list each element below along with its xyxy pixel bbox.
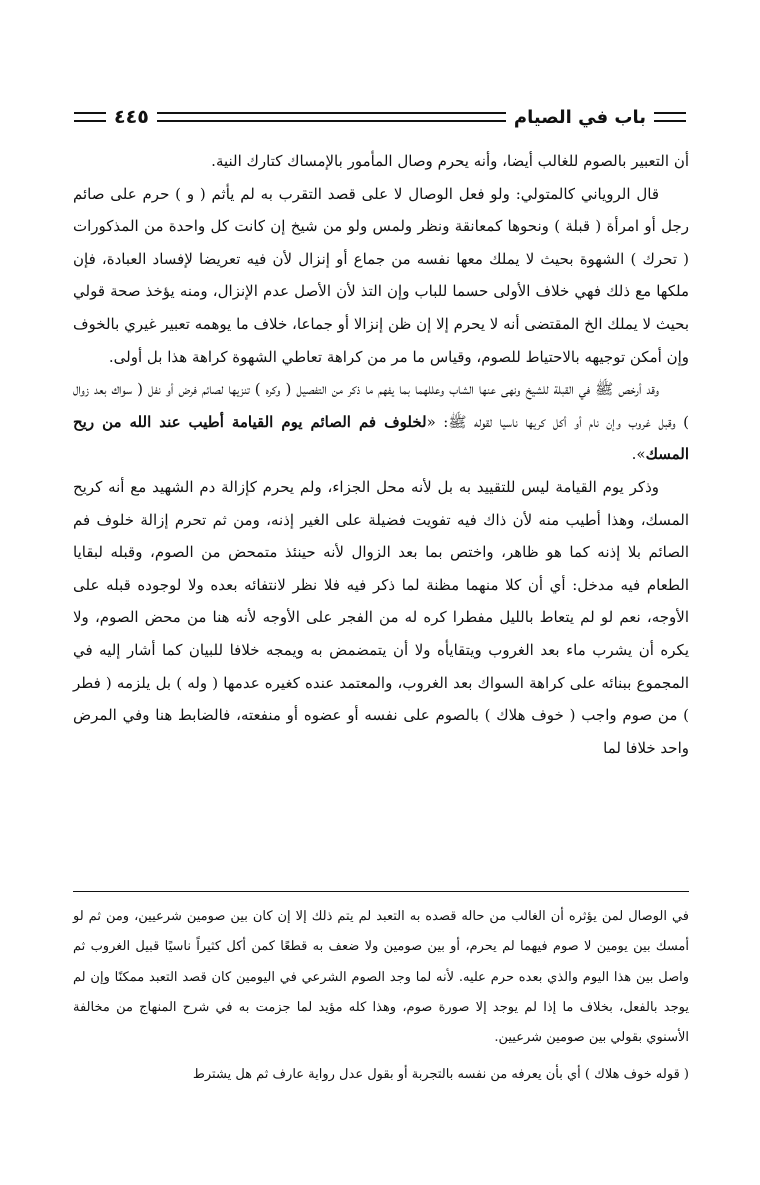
footnote: ( قوله خوف هلاك ) أي بأن يعرفه من نفسه بالتجربة أو بقول عدل رواية عارف ثم هل يشترط	[192, 1067, 689, 1083]
footnote-separator	[73, 891, 689, 892]
paragraph: وذكر يوم القيامة ليس للتقييد به بل لأنه محل الجزاء، ولم يحرم كإزالة دم الشهيد مع أنه كريح المسك، وهذا أطيب منه لأن ذاك فيه تفويت فضيلة على الغير إذنه، ومن ثم تحرم إزالة خلوف فم الصائم بلا إذنه كما هو ظاهر، واختص بما بعد الزوال لأنه حينئذ متمحض من الصوم، وقبله لبقايا الطعام فيه مدخل: أي أن كلا منهما مظنة لما ذكر فيه فلا نظر لانتفائه بعده ولا لوجوده قبله على الأوجه، نعم لو لم يتعاط بالليل مفطرا كره له من الفجر على الأوجه لأنه هنا من محض الصوم، ولا يكره أن يشرب ماء بعد الغروب ويتقايأه ولا أن يتمضمض به ويمجه خلافا للبيان كما أشار إليه في المجموع ببنائه على كراهة السواك بعد الغروب، والمعتمد عنده كغيره عدمها ( وله ) بل يلزمه ( فطر ) من صوم واجب ( خوف هلاك ) بالصوم على نفسه أو عضوه أو منفعته، فالضابط هنا وفي المرض واحد خلافا لما	[73, 477, 690, 757]
header-rule-left	[74, 112, 106, 122]
running-header	[74, 102, 686, 132]
paragraph: قال الروياني كالمتولي: ولو فعل الوصال لا على قصد التقرب به لم يأثم ( و ) حرم على صائم رجل أو امرأة ( قبلة ) ونحوها كمعانقة ونظر ولمس ولو من شيخ إن كانت كل واحدة من المذكورات ( تحرك ) الشهوة بحيث لا يملك معها نفسه من جماع أو إنزال لأن فيه تعريضا لإفساد العبادة، فإن ملكها مع ذلك فهي خلاف الأولى حسما للباب وإن التذ لأن الأصل عدم الإنزال، ومنه يؤخذ صحة قولي بحيث لا يملك الخ المقتضى أنه لا يحرم إلا إن ظن إنزالا أو جماعا، خلاف ما يوهمه تعبير غيري بالخوف وإن أمكن توجيهه بالاحتياط للصوم، وقياس ما مر من كراهة تعاطي الشهوة كراهة هذا بل أولى.	[73, 184, 689, 366]
paragraph: أن التعبير بالصوم للغالب أيضا، وأنه يحرم وصال المأمور بالإمساك كتارك النية.	[211, 152, 689, 170]
main-text	[73, 145, 689, 764]
header-rule-middle	[157, 112, 506, 122]
quote-close: ».	[631, 445, 646, 464]
chapter-title: باب في الصيام	[513, 106, 646, 128]
hadith-quote: لخلوف فم الصائم يوم القيامة أطيب عند الله من ريح المسك	[73, 412, 689, 464]
header-rule-right	[654, 112, 686, 122]
footnote: في الوصال لمن يؤثره أن الغالب من حاله قصده به التعبد لم يتم ذلك إلا إن كان بين صومين شرعيين، ومن ثم لو أمسك بين يومين لا صوم فيهما لم يحرم، أو بين صومين ولا ضعف به قطعًا كمن أكل كثيراً ناسيًا قبيل الغروب ثم واصل بين هذا اليوم والذي بعده حرم عليه. لأنه لما وجد الصوم الشرعي في اليومين كان قصد التعبد ممكنًا وإن لم يوجد بالفعل، بخلاف ما إذا لم يوجد إلا صورة صوم، وهذا كله مؤيد لما جزمت به في شرح المنهاج من مخالفة الأسنوي بقولي بين صومين شرعيين.	[73, 909, 689, 1046]
footnotes	[73, 902, 689, 1091]
paragraph	[73, 373, 689, 471]
page-number: ٤٤٥	[114, 106, 149, 128]
paragraph-text: وقد أرخص ﷺ في القبلة للشيخ ونهى عنها الشاب وعللهما بما يفهم ما ذكر من التفصيل ( وكره ) تنزيها لصائم فرض أو نفل ( سواك بعد زوال ) وقبل غروب وإن نام أو أكل كريها ناسيا لقوله ﷺ: «	[73, 380, 690, 431]
